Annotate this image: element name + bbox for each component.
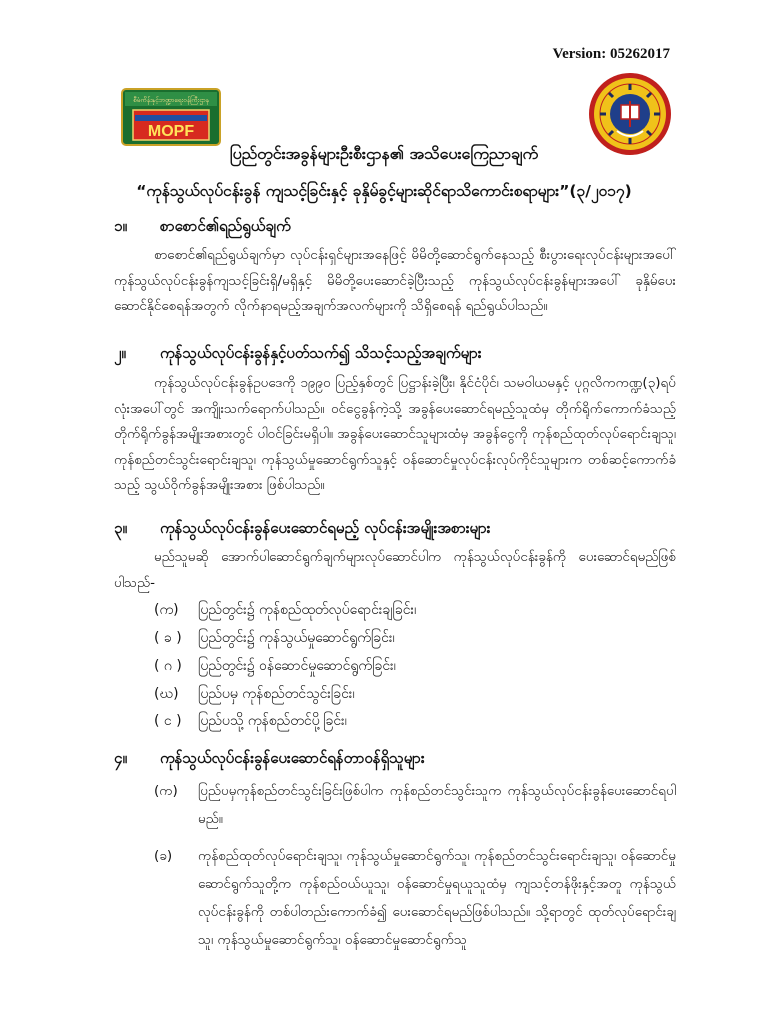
list-item xyxy=(154,656,396,677)
section-number: ၁။ xyxy=(114,217,127,235)
section-number: ၂။ xyxy=(114,344,126,362)
list-item xyxy=(154,711,347,732)
list-item-label: (က) xyxy=(154,783,178,799)
list-item-text: ပြည်ပသို့ ကုန်စည်တင်ပို့ခြင်း၊ xyxy=(198,713,347,729)
list-item-text: ကုန်စည်ထုတ်လုပ်ရောင်းချသူ၊ ကုန်သွယ်မှုဆောင်ရွက်သူ၊ ကုန်စည်တင်သွင်းရောင်းချသူ၊ ဝန်ဆောင်မှုဆောင်ရွက်သူတို့က ကုန်စည်ဝယ်ယူသူ၊ ဝန်ဆောင်မှုရယူသူထံမှ ကျသင့်တန်ဖိုးနှင့်အတူ ကုန်သွယ်လုပ်ငန်းခွန်ကို တစ်ပါတည်းကောက်ခံ၍ ပေးဆောင်ရမည်ဖြစ်ပါသည်။ သို့ရာတွင် ထုတ်လုပ်ရောင်းချသူ၊ ကုန်သွယ်မှုဆောင်ရွက်သူ၊ ဝန်ဆောင်မှုဆောင်ရွက်သူ xyxy=(198,848,676,948)
list-item xyxy=(154,684,355,705)
section-title: ကုန်သွယ်လုပ်ငန်းခွန်နှင့်ပတ်သက်၍ သိသင့်သည့်အချက်များ xyxy=(160,344,482,362)
list-item-label: ( င ) xyxy=(154,713,182,729)
list-item-text: ပြည်ပမှ ကုန်စည်တင်သွင်းခြင်း၊ xyxy=(198,686,355,702)
list-item-label: (က) xyxy=(154,602,179,618)
list-item-label: (ဃ) xyxy=(154,686,179,702)
list-item xyxy=(154,600,416,621)
list-item-text: ပြည်တွင်း၌ ကုန်သွယ်မှုဆောင်ရွက်ခြင်း၊ xyxy=(198,630,395,646)
mopf-logo-icon xyxy=(121,88,221,146)
notice-title: ပြည်တွင်းအခွန်များဦးစီးဌာန၏ အသိပေးကြေညာချက် xyxy=(229,144,539,163)
logo-caption: စီမံကိန်းနှင့်ဘဏ္ဍာရေးဝန်ကြီးဌာန xyxy=(133,96,209,104)
list-item xyxy=(154,842,676,954)
section-title: စာစောင်၏ရည်ရွယ်ချက် xyxy=(160,217,291,235)
list-item xyxy=(154,777,676,833)
section-title: ကုန်သွယ်လုပ်ငန်းခွန်ပေးဆောင်ရန်တာဝန်ရှိသူများ xyxy=(160,749,425,767)
section-title: ကုန်သွယ်လုပ်ငန်းခွန်ပေးဆောင်ရမည့် လုပ်ငန်းအမျိုးအစားများ xyxy=(160,519,491,537)
list-item-text: ပြည်တွင်း၌ ကုန်စည်ထုတ်လုပ်ရောင်းချခြင်း၊ xyxy=(198,602,417,618)
list-item-text: ပြည်ပမှကုန်စည်တင်သွင်းခြင်းဖြစ်ပါက ကုန်စည်တင်သွင်းသူက ကုန်သွယ်လုပ်ငန်းခွန်ပေးဆောင်ရပါမည်။ xyxy=(198,783,676,827)
section-number: ၃။ xyxy=(114,519,127,537)
section-heading xyxy=(114,344,482,366)
list-item-label: (ခ) xyxy=(154,848,173,864)
version-label: Version: 05262017 xyxy=(552,46,670,62)
section-number: ၄။ xyxy=(114,749,127,767)
list-item-label: ( ဂ ) xyxy=(154,658,182,674)
section-heading xyxy=(114,217,291,239)
section-paragraph: စာစောင်၏ရည်ရွယ်ချက်မှာ လုပ်ငန်းရှင်များအနေဖြင့် မိမိတို့ဆောင်ရွက်နေသည့် စီးပွားရေးလုပ်ငန်းများအပေါ် ကုန်သွယ်လုပ်ငန်းခွန်ကျသင့်ခြင်းရှိ/မရှိနှင့် မိမိတို့ပေးဆောင်ခဲ့ပြီးသည့် ကုန်သွယ်လုပ်ငန်းခွန်များအပေါ် ခုနှိမ်ပေးဆောင်နိုင်စေရန်အတွက် လိုက်နာရမည့်အချက်အလက်များကို သိရှိစေရန် ရည်ရွယ်ပါသည်။ xyxy=(114,247,676,314)
section-heading xyxy=(114,519,490,541)
list-item-label: ( ခ ) xyxy=(154,630,182,646)
list-item-text: ပြည်တွင်း၌ ဝန်ဆောင်မှုဆောင်ရွက်ခြင်း၊ xyxy=(198,658,396,674)
section-heading xyxy=(114,749,425,771)
logo-text: MOPF xyxy=(147,123,195,140)
notice-subtitle: “ကုန်သွယ်လုပ်ငန်းခွန် ကျသင့်ခြင်းနှင့် ခုနှိမ်ခွင့်များဆိုင်ရာသိကောင်းစရာများ”(၃/၂၀၁၇) xyxy=(136,182,632,200)
list-item xyxy=(154,628,395,649)
section-paragraph: ကုန်သွယ်လုပ်ငန်းခွန်ဥပဒေကို ၁၉၉၀ ပြည့်နှစ်တွင် ပြဋ္ဌာန်းခဲ့ပြီး၊ နိုင်ငံပိုင်၊ သမဝါယမနှင့် ပုဂ္ဂလိကကဏ္ဍ(၃)ရပ်လုံးအပေါ်တွင် အကျိုးသက်ရောက်ပါသည်။ ဝင်ငွေခွန်ကဲ့သို့ အခွန်ပေးဆောင်ရမည့်သူထံမှ တိုက်ရိုက်ကောက်ခံသည့် တိုက်ရိုက်ခွန်အမျိုးအစားတွင် ပါဝင်ခြင်းမရှိပါ။ အခွန်ပေးဆောင်သူများထံမှ အခွန်ငွေကို ကုန်စည်ထုတ်လုပ်ရောင်းချသူ၊ ကုန်စည်တင်သွင်းရောင်းချသူ၊ ကုန်သွယ်မှုဆောင်ရွက်သူနှင့် ဝန်ဆောင်မှုလုပ်ငန်းလုပ်ကိုင်သူများက တစ်ဆင့်ကောက်ခံသည့် သွယ်ဝိုက်ခွန်အမျိုးအစား ဖြစ်ပါသည်။ xyxy=(114,375,676,493)
section-paragraph: မည်သူမဆို အောက်ပါဆောင်ရွက်ချက်များလုပ်ဆောင်ပါက ကုန်သွယ်လုပ်ငန်းခွန်ကို ပေးဆောင်ရမည်ဖြစ်ပါသည်- xyxy=(114,549,676,591)
